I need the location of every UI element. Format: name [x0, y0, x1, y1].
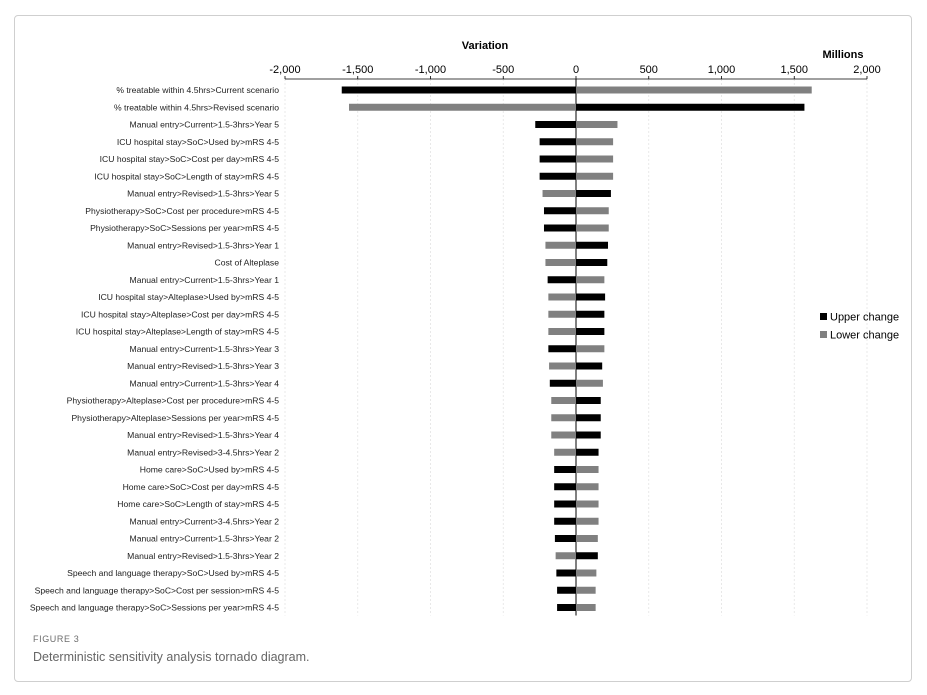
- bar-upper-change: [540, 173, 576, 180]
- category-label: Manual entry>Current>3-4.5hrs>Year 2: [129, 516, 279, 527]
- bar-lower-change: [576, 501, 599, 508]
- bar-upper-change: [576, 104, 804, 111]
- category-label: Manual entry>Current>1.5-3hrs>Year 5: [129, 119, 279, 130]
- bar-lower-change: [576, 587, 596, 594]
- bar-lower-change: [576, 380, 603, 387]
- legend-swatch-upper: [820, 313, 827, 320]
- bar-lower-change: [551, 414, 576, 421]
- bar-upper-change: [544, 207, 576, 214]
- category-label: % treatable within 4.5hrs>Current scenario: [116, 85, 279, 95]
- category-label: Manual entry>Revised>1.5-3hrs>Year 2: [127, 550, 279, 561]
- bar-lower-change: [576, 173, 613, 180]
- x-tick-label: 1,000: [707, 64, 736, 76]
- category-labels: [30, 85, 279, 613]
- category-label: Manual entry>Revised>3-4.5hrs>Year 2: [127, 447, 279, 458]
- bar-lower-change: [576, 345, 604, 352]
- bar-lower-change: [576, 225, 609, 232]
- category-label: Manual entry>Current>1.5-3hrs>Year 4: [129, 378, 279, 389]
- x-tick-label: -2,000: [269, 64, 301, 76]
- bar-upper-change: [576, 363, 602, 370]
- bar-upper-change: [576, 397, 601, 404]
- bar-lower-change: [548, 328, 576, 335]
- bar-lower-change: [548, 311, 576, 318]
- category-label: Manual entry>Revised>1.5-3hrs>Year 3: [127, 361, 279, 371]
- x-tick-label: 2,000: [853, 64, 881, 76]
- category-label: Manual entry>Revised>1.5-3hrs>Year 1: [127, 240, 279, 251]
- bar-upper-change: [554, 483, 576, 490]
- bar-upper-change: [548, 345, 576, 352]
- category-label: % treatable within 4.5hrs>Revised scenario: [113, 102, 279, 113]
- bar-upper-change: [576, 311, 604, 318]
- x-tick-label: -500: [492, 64, 515, 76]
- bar-lower-change: [549, 363, 576, 370]
- bar-lower-change: [349, 104, 576, 111]
- legend-label-lower: Lower change: [830, 329, 900, 342]
- bar-upper-change: [576, 242, 608, 249]
- category-label: ICU hospital stay>SoC>Used by>mRS 4-5: [116, 136, 279, 147]
- x-tick-label: 500: [639, 64, 658, 76]
- bar-upper-change: [576, 414, 601, 421]
- bar-upper-change: [576, 328, 604, 335]
- x-tick-label: -1,000: [414, 64, 447, 76]
- chart-title: Variation: [461, 40, 509, 52]
- bar-upper-change: [557, 587, 576, 594]
- bar-upper-change: [556, 570, 576, 577]
- bar-upper-change: [554, 518, 576, 525]
- category-label: Manual entry>Current>1.5-3hrs>Year 2: [129, 533, 279, 544]
- bar-upper-change: [555, 535, 576, 542]
- x-tick-label: 0: [572, 64, 580, 76]
- category-label: Manual entry>Revised>1.5-3hrs>Year 5: [127, 188, 279, 199]
- bar-lower-change: [576, 518, 599, 525]
- figure-caption: Deterministic sensitivity analysis tornado diagram.: [33, 650, 310, 664]
- bar-lower-change: [576, 138, 613, 145]
- category-label: Physiotherapy>Alteplase>Cost per procedure>mRS 4-5: [66, 395, 279, 406]
- bar-upper-change: [544, 225, 576, 232]
- category-label: Physiotherapy>SoC>Cost per procedure>mRS 4-5: [85, 205, 279, 216]
- bar-lower-change: [551, 397, 576, 404]
- bar-lower-change: [548, 294, 576, 301]
- bar-lower-change: [576, 87, 812, 94]
- bar-upper-change: [576, 449, 599, 456]
- category-label: ICU hospital stay>SoC>Length of stay>mRS 4-5: [94, 171, 279, 182]
- bar-lower-change: [556, 552, 576, 559]
- bar-lower-change: [576, 276, 604, 283]
- category-label: Home care>SoC>Length of stay>mRS 4-5: [117, 499, 279, 509]
- category-label: Cost of Alteplase: [214, 257, 279, 268]
- bar-lower-change: [576, 604, 596, 611]
- bar-upper-change: [342, 87, 576, 94]
- category-label: Home care>SoC>Used by>mRS 4-5: [139, 464, 279, 475]
- category-label: Physiotherapy>SoC>Sessions per year>mRS 4-5: [90, 223, 279, 233]
- bar-lower-change: [551, 432, 576, 439]
- bar-upper-change: [576, 259, 607, 266]
- category-label: ICU hospital stay>Alteplase>Cost per day>mRS 4-5: [81, 309, 279, 320]
- bar-upper-change: [557, 604, 576, 611]
- bar-lower-change: [543, 190, 576, 197]
- bar-upper-change: [576, 432, 601, 439]
- bar-lower-change: [576, 156, 613, 163]
- bar-lower-change: [576, 483, 599, 490]
- bar-lower-change: [545, 259, 576, 266]
- bars: [342, 87, 812, 612]
- legend: [820, 312, 899, 342]
- legend-swatch-lower: [820, 331, 827, 338]
- bar-upper-change: [554, 466, 576, 473]
- units-label: Millions: [822, 49, 864, 61]
- bar-upper-change: [576, 190, 611, 197]
- category-label: Speech and language therapy>SoC>Sessions per year>mRS 4-5: [29, 602, 279, 613]
- category-label: Speech and language therapy>SoC>Cost per session>mRS 4-5: [34, 585, 279, 596]
- bar-upper-change: [576, 552, 598, 559]
- bar-lower-change: [576, 466, 599, 473]
- category-label: Physiotherapy>Alteplase>Sessions per year>mRS 4-5: [71, 412, 279, 423]
- bar-lower-change: [576, 570, 596, 577]
- bar-upper-change: [576, 294, 605, 301]
- figure-label: FIGURE 3: [33, 634, 80, 644]
- category-label: Manual entry>Revised>1.5-3hrs>Year 4: [127, 430, 279, 440]
- category-label: Manual entry>Current>1.5-3hrs>Year 3: [129, 343, 279, 354]
- bar-lower-change: [576, 535, 598, 542]
- bar-upper-change: [554, 501, 576, 508]
- bar-lower-change: [576, 207, 609, 214]
- bar-lower-change: [576, 121, 617, 128]
- category-label: Speech and language therapy>SoC>Used by>mRS 4-5: [67, 568, 279, 578]
- bar-lower-change: [545, 242, 576, 249]
- category-label: ICU hospital stay>Alteplase>Used by>mRS 4-5: [98, 292, 279, 302]
- bar-upper-change: [540, 138, 576, 145]
- bar-upper-change: [550, 380, 576, 387]
- category-label: Manual entry>Current>1.5-3hrs>Year 1: [129, 274, 279, 285]
- category-label: ICU hospital stay>Alteplase>Length of stay>mRS 4-5: [75, 326, 279, 337]
- bar-upper-change: [548, 276, 576, 283]
- bar-lower-change: [554, 449, 576, 456]
- legend-label-upper: Upper change: [830, 311, 900, 324]
- x-tick-label: -1,500: [342, 64, 374, 76]
- x-tick-label: 1,500: [780, 64, 809, 76]
- bar-upper-change: [540, 156, 576, 163]
- category-label: Home care>SoC>Cost per day>mRS 4-5: [122, 481, 279, 492]
- category-label: ICU hospital stay>SoC>Cost per day>mRS 4-5: [99, 154, 279, 164]
- bar-upper-change: [535, 121, 576, 128]
- x-axis: [269, 64, 880, 79]
